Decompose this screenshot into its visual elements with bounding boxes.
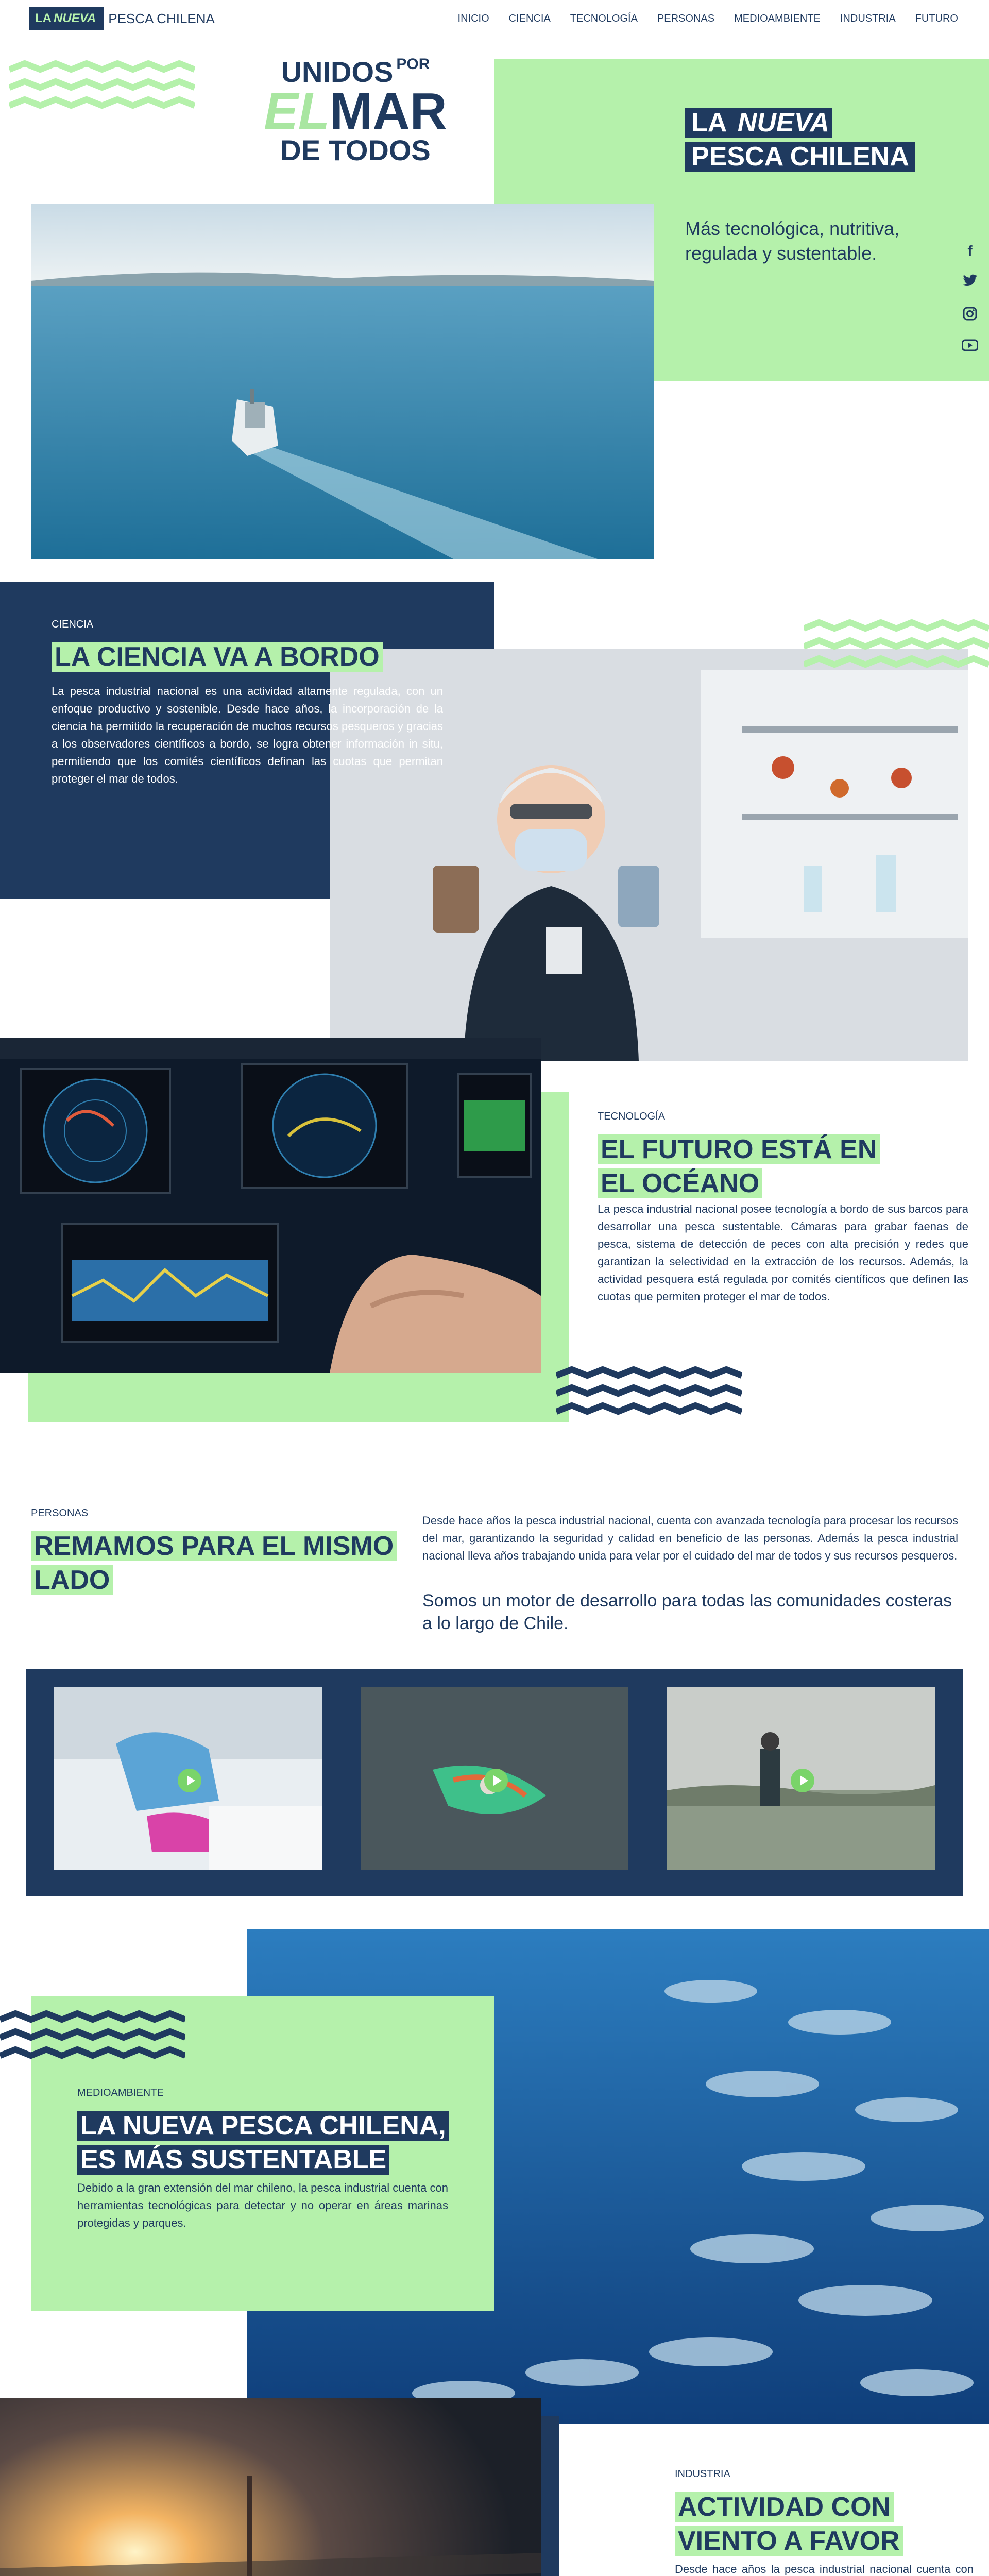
hero-title-italic: NUEVA	[737, 108, 829, 138]
medioambiente-title-text: LA NUEVA PESCA CHILENA, ES MÁS SUSTENTABLE	[77, 2111, 449, 2175]
nav-tecnologia[interactable]: TECNOLOGÍA	[570, 13, 638, 24]
social-links	[961, 242, 979, 355]
brand-line2: MAR	[330, 82, 447, 140]
industria-text: Desde hace años la pesca industrial nacional cuenta con	[675, 2563, 974, 2575]
hero-title	[685, 106, 922, 174]
wave-decoration	[0, 2009, 185, 2076]
logo-badge	[29, 7, 104, 30]
logo-text: PESCA CHILENA	[108, 11, 215, 26]
industria-sunset-ship-photo	[0, 2398, 541, 2576]
ciencia-title-text: LA CIENCIA VA A BORDO	[52, 642, 383, 672]
hero-fishing-vessel-photo	[31, 204, 654, 559]
industria-kicker: INDUSTRIA	[675, 2468, 730, 2480]
twitter-icon[interactable]	[961, 274, 979, 292]
video-thumbnail-shore[interactable]	[667, 1687, 935, 1870]
personas-kicker: PERSONAS	[31, 1507, 89, 1519]
wave-decoration	[9, 59, 195, 126]
unidos-por-el-mar-logo	[247, 57, 464, 166]
wave-decoration	[556, 1365, 742, 1432]
wave-decoration	[804, 618, 989, 685]
brand-line1-small: POR	[396, 56, 430, 73]
play-icon[interactable]	[791, 1769, 814, 1792]
personas-title-text: REMAMOS PARA EL MISMO LADO	[31, 1531, 397, 1595]
facebook-icon[interactable]: f	[967, 243, 973, 259]
instagram-icon[interactable]	[961, 306, 979, 324]
video-thumbnail-boat[interactable]	[361, 1687, 628, 1870]
nav-ciencia[interactable]: CIENCIA	[508, 13, 551, 24]
nav-medioambiente[interactable]: MEDIOAMBIENTE	[734, 13, 821, 24]
hero-subtitle: Más tecnológica, nutritiva, regulada y sustentable.	[685, 218, 900, 264]
industria-title-text: ACTIVIDAD CON VIENTO A FAVOR	[675, 2492, 903, 2556]
medioambiente-title	[77, 2109, 469, 2177]
brand-line3: DE TODOS	[280, 134, 431, 166]
medioambiente-kicker: MEDIOAMBIENTE	[77, 2087, 164, 2098]
personas-highlight: Somos un motor de desarrollo para todas las comunidades costeras a lo largo de Chile.	[422, 1591, 952, 1633]
site-logo[interactable]	[29, 7, 215, 30]
video-thumbnail-lab[interactable]	[54, 1687, 322, 1870]
play-icon[interactable]	[178, 1769, 201, 1792]
logo-prefix: LA	[35, 11, 52, 25]
tecnologia-title	[598, 1132, 907, 1200]
ciencia-text: La pesca industrial nacional es una actividad altamente regulada, con un enfoque productivo y sostenible. Desde hace años, la incorporación de la ciencia ha permitido la recuperación de muchos recursos pesqueros y gracias a los observadores científicos a bordo, se logra obtener información in situ, permitiendo que los comités científicos definan las cuotas que permitan proteger el mar de todos.	[52, 685, 443, 785]
ciencia-title	[52, 640, 422, 674]
logo-italic: NUEVA	[54, 11, 96, 25]
main-nav	[458, 12, 958, 25]
ciencia-kicker: CIENCIA	[52, 619, 94, 630]
hero-title-pre: LA	[688, 108, 730, 138]
nav-industria[interactable]: INDUSTRIA	[840, 13, 896, 24]
nav-personas[interactable]: PERSONAS	[657, 13, 715, 24]
brand-line2-italic: EL	[264, 82, 330, 140]
tecnologia-kicker: TECNOLOGÍA	[598, 1111, 666, 1122]
personas-text: Desde hace años la pesca industrial nacional, cuenta con avanzada tecnología para procesar los recursos del mar, garantizando la seguridad y calidad en beneficio de las personas. Además la pesca industrial nacional lleva años trabajando unida para velar por el cuidado del mar de todos y sus recursos pesqueros.	[422, 1514, 958, 1562]
personas-title	[31, 1529, 402, 1597]
youtube-icon[interactable]	[961, 338, 979, 355]
industria-title	[675, 2490, 963, 2558]
play-icon[interactable]	[484, 1769, 508, 1792]
tecnologia-sonar-screens-photo	[0, 1038, 541, 1373]
hero-title-post: PESCA CHILENA	[688, 142, 912, 172]
tecnologia-title-text: EL FUTURO ESTÁ EN EL OCÉANO	[598, 1134, 880, 1198]
nav-inicio[interactable]: INICIO	[457, 13, 489, 24]
nav-futuro[interactable]: FUTURO	[915, 13, 958, 24]
medioambiente-text: Debido a la gran extensión del mar chileno, la pesca industrial cuenta con herramientas tecnológicas para detectar y no operar en áreas marinas protegidas y parques.	[77, 2181, 448, 2229]
tecnologia-text: La pesca industrial nacional posee tecnología a bordo de sus barcos para desarrollar una pesca sustentable. Cámaras para grabar faenas de pesca, sistema de detección de peces con alta precisión y redes que garantizan la selectividad en la extracción de los recursos. Además, la actividad pesquera está regulada por comités científicos que definen las cuotas que permiten proteger el mar de todos.	[598, 1202, 968, 1303]
brand-line1: UNIDOS	[281, 56, 394, 88]
